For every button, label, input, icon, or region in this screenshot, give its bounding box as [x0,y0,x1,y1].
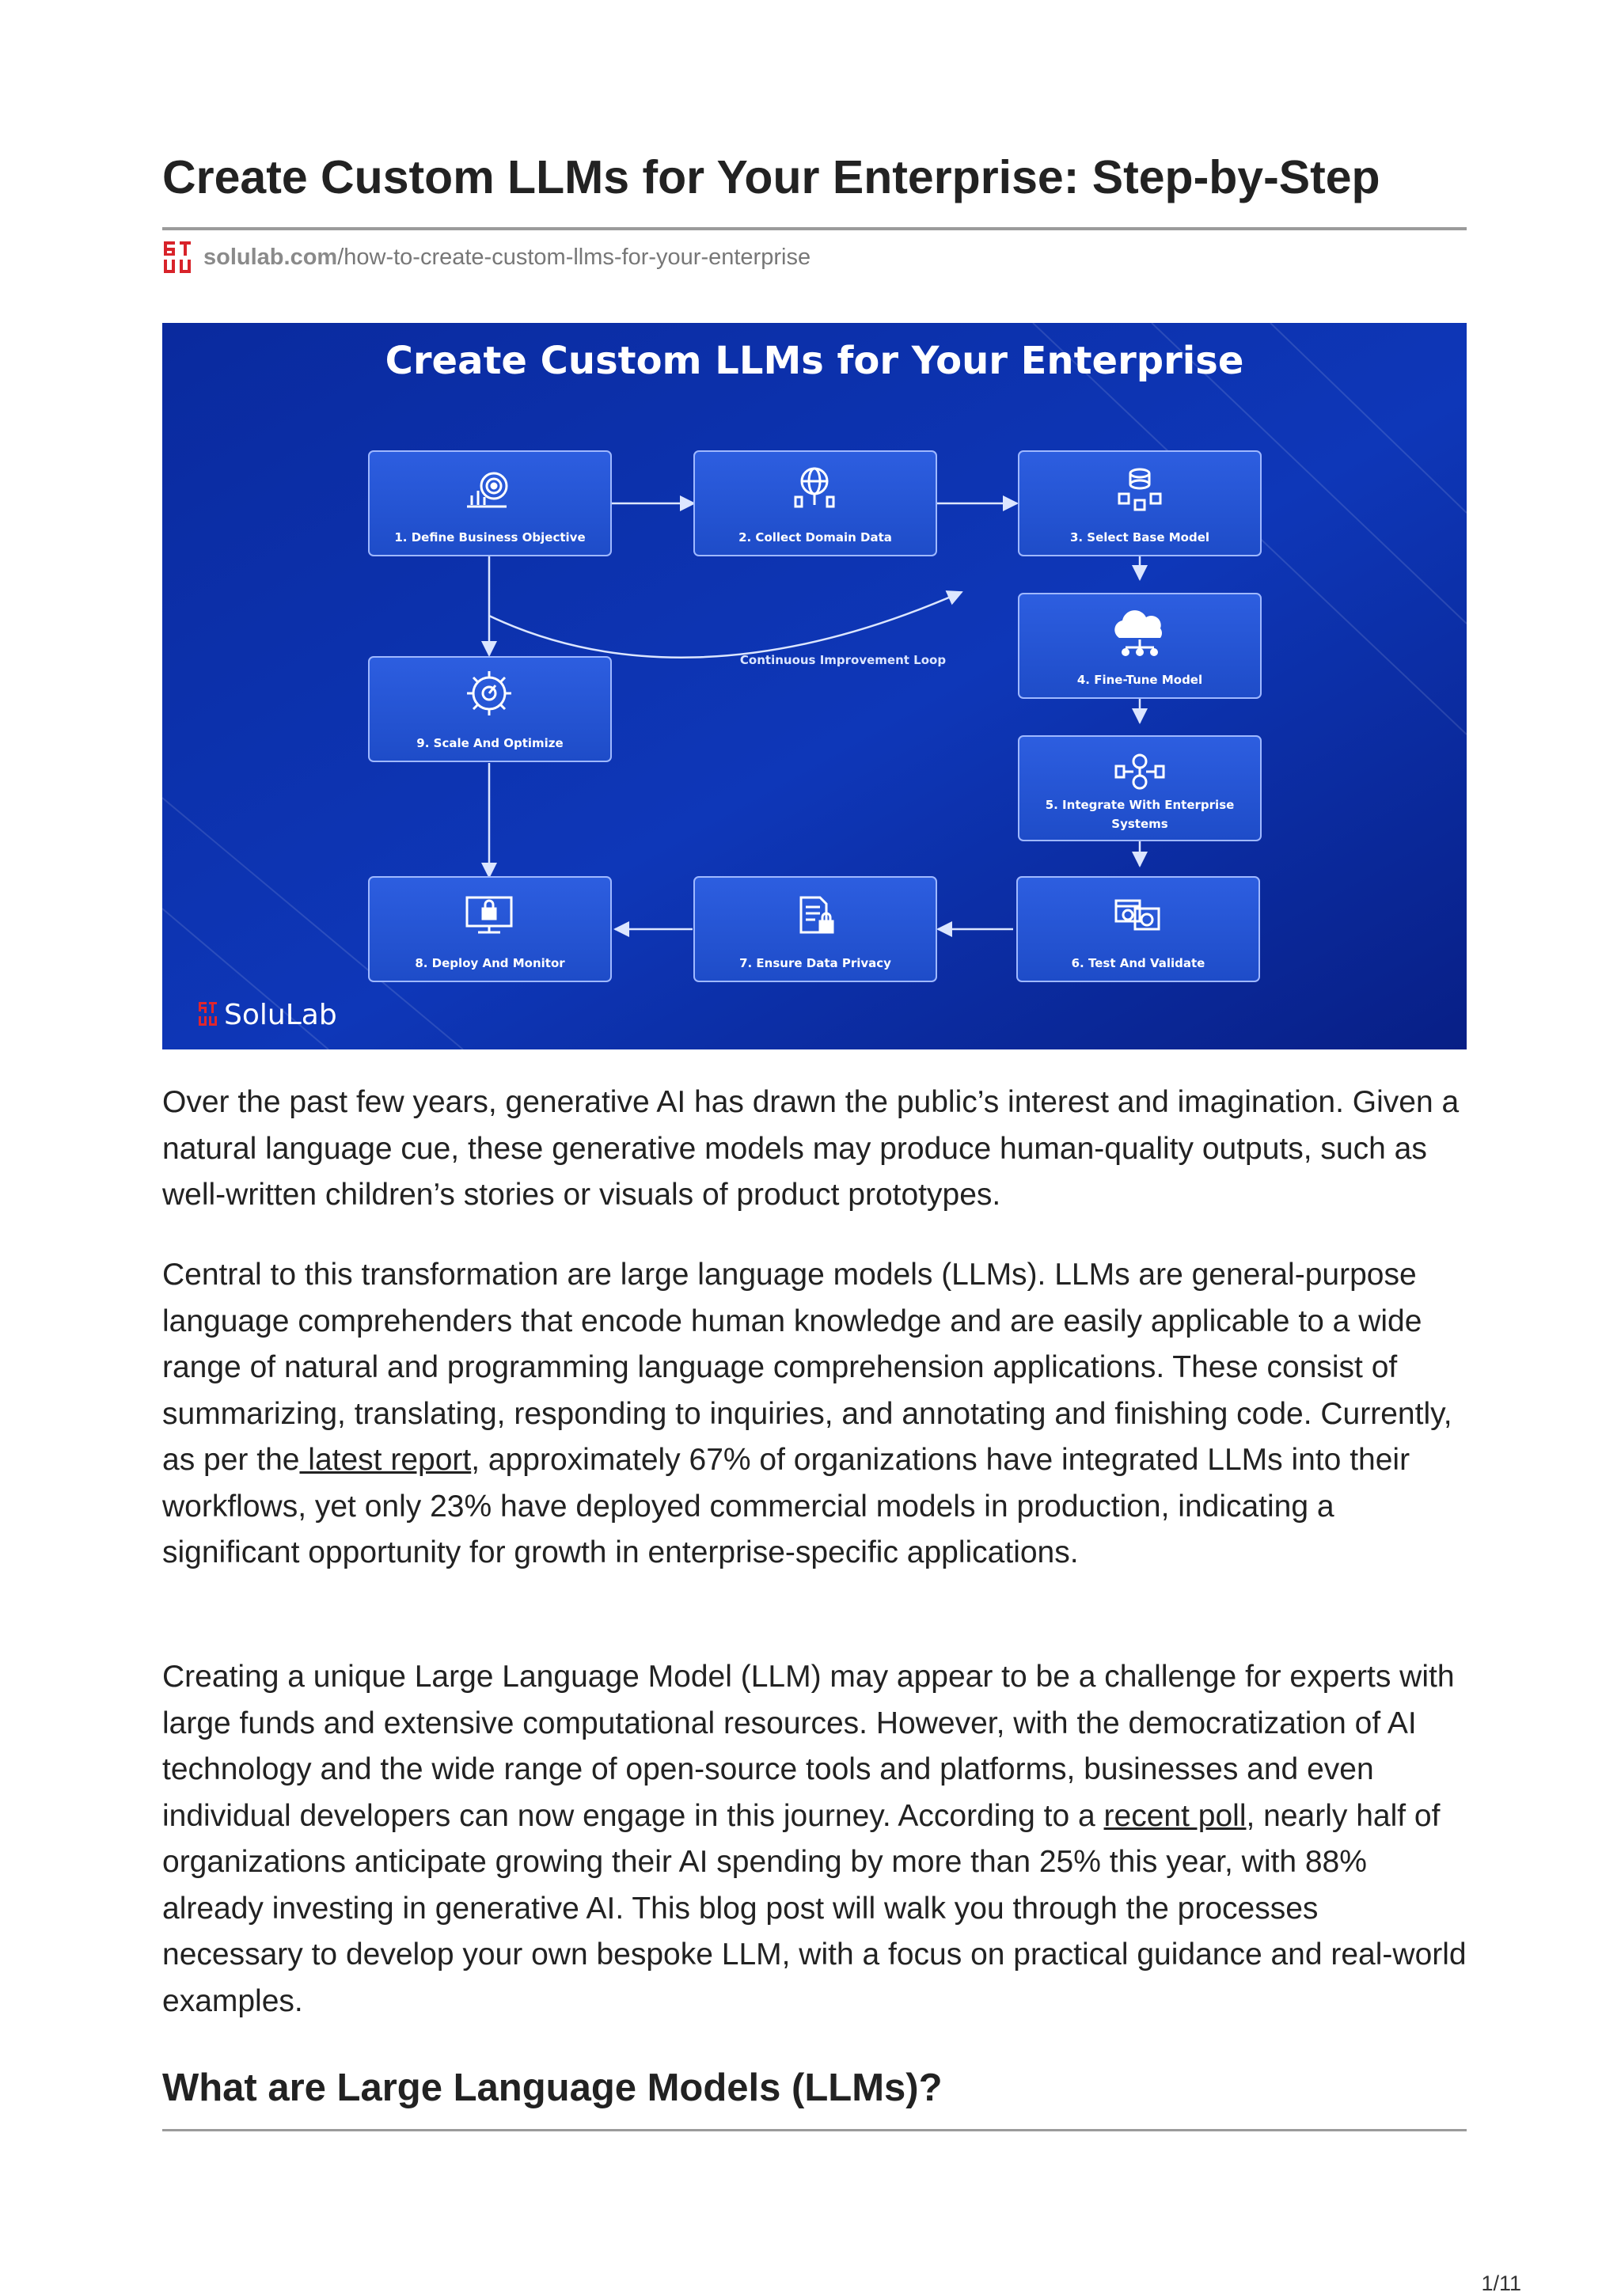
step-label-2: 2. Collect Domain Data [738,530,892,545]
solulab-logo-icon [162,239,194,275]
step-box-5 [1019,736,1261,841]
step-box-3 [1019,451,1261,556]
page-title: Create Custom LLMs for Your Enterprise: Step-by-Step [162,151,1380,203]
title-divider [162,227,1467,230]
page-number: 1/11 [1481,2271,1521,2295]
step-box-1 [369,451,611,556]
section-divider [162,2129,1467,2131]
step-box-6 [1017,877,1259,981]
paragraph-3-text-end: , nearly half of organizations anticipate growing their AI spending by more than 25% this year, with 88% already investing in generative AI. This blog post will walk you through the processes necessary to develop your own bespoke LLM, with a focus on practical guidance and real-world examples. [162,1798,1467,2018]
hero-title: Create Custom LLMs for Your Enterprise [385,339,1244,383]
step-label-6: 6. Test And Validate [1071,956,1205,970]
hero-brand-name: SoluLab [224,999,337,1031]
recent-poll-link[interactable]: recent poll [1103,1798,1247,1833]
hero-diagram [162,323,1467,1049]
source-line [162,239,810,275]
step-label-8: 8. Deploy And Monitor [415,956,565,970]
section-heading: What are Large Language Models (LLMs)? [162,2066,943,2109]
source-domain[interactable]: solulab.com [203,244,338,270]
step-label-4: 4. Fine-Tune Model [1076,673,1203,687]
latest-report-link[interactable]: latest report [299,1443,472,1477]
step-label-3: 3. Select Base Model [1069,530,1210,545]
step-label-9: 9. Scale And Optimize [416,736,564,750]
step-label-5: 5. Integrate With Enterprise Systems [1045,798,1235,831]
paragraph-3-text-start: Creating a unique Large Language Model (LLM) may appear to be a challenge for experts with large funds and extensive computational resources. However, with the democratization of AI technology and the wide range of open-source tools and platforms, businesses and even individual developers can now engage in this journey. According to a [162,1660,1455,1833]
paragraph-3 [162,1654,1467,2025]
step-box-2 [694,451,936,556]
step-label-1: 1. Define Business Objective [394,530,586,545]
paragraph-1 [162,1080,1467,1219]
source-path[interactable]: /how-to-create-custom-llms-for-your-enterprise [337,244,811,270]
step-box-7 [694,877,936,981]
paragraph-2-text-start: Central to this transformation are large language models (LLMs). LLMs are general-purpose language comprehenders that encode human knowledge and are easily applicable to a wide range of natural and programming language comprehension applications. These consist of summarizing, translating, responding to inquiries, and annotating and finishing code. Currently, as per the [162,1258,1452,1477]
paragraph-2 [162,1252,1467,1577]
step-box-4 [1019,594,1261,698]
step-box-9 [369,657,611,761]
step-label-7: 7. Ensure Data Privacy [739,956,891,970]
step-box-8 [369,877,611,981]
paragraph-1-text: Over the past few years, generative AI has drawn the public’s interest and imagination. Given a natural language cue, these generative models may produce human-quality outputs, such as well-written children’s stories or visuals of product prototypes. [162,1085,1460,1212]
paragraph-2-text-end: , approximately 67% of organizations have integrated LLMs into their workflows, yet only 23% have deployed commercial models in production, indicating a significant opportunity for growth in enterprise-specific applications. [162,1443,1410,1569]
loop-label: Continuous Improvement Loop [739,653,947,667]
scale-gear-icon [467,671,511,715]
